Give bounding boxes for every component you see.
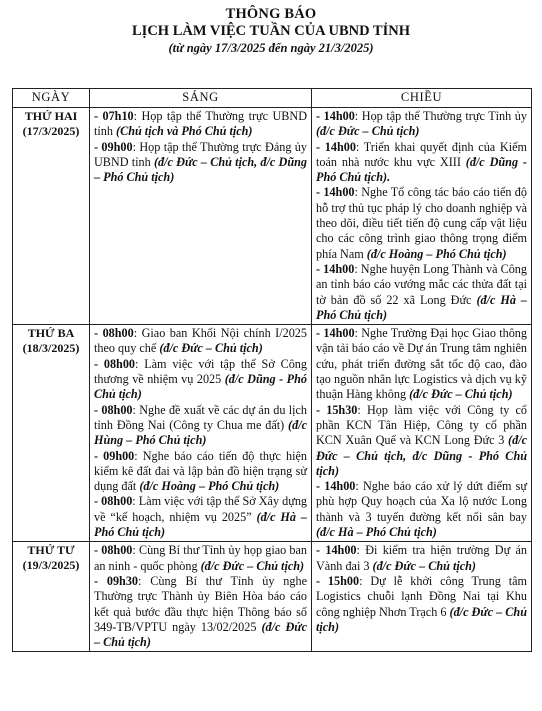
- item-time: - 09h00: [94, 448, 135, 463]
- item-attendees: (đ/c Đức – Chủ tịch): [94, 619, 307, 650]
- item-time: - 08h00: [94, 494, 133, 509]
- item-attendees: (đ/c Dũng - Phó Chủ tịch): [94, 372, 307, 402]
- item-time: - 08h00: [94, 543, 133, 558]
- item-time: - 14h00: [316, 326, 355, 341]
- day-name: THỨ BA: [27, 326, 75, 341]
- item-attendees: (đ/c Đức – Chủ tịch): [316, 124, 420, 139]
- item-attendees: (đ/c Đức – Chủ tịch): [372, 558, 476, 573]
- item-time: - 09h00: [94, 139, 133, 154]
- item-text: : Họp tập thể Thường trực UBND tỉnh: [94, 109, 307, 139]
- schedule-item: [94, 494, 307, 540]
- item-text: : Nghe Trường Đại học Giao thông vận tải báo cáo về Dự án Trung tâm nghiên cứu, phát triển đường sắt tốc độ cao, đào tạo nguồn nhân lực Logistics và dịch vụ kỹ thuận Hàng không: [316, 326, 527, 402]
- schedule-item: [316, 262, 527, 323]
- item-time: - 14h00: [316, 139, 356, 154]
- schedule-item: [94, 357, 307, 403]
- item-attendees: (đ/c Đức – Chủ tịch): [159, 341, 263, 356]
- item-time: - 14h00: [316, 261, 355, 276]
- item-attendees: (đ/c Đức – Chủ tịch, đ/c Dũng - Phó Chủ tịch): [316, 433, 527, 478]
- item-attendees: (đ/c Hà – Phó Chủ tịch): [316, 292, 527, 322]
- day-date: (19/3/2025): [22, 558, 80, 573]
- item-text: : Họp tập thể Thường trực Đảng ủy UBND tỉnh: [94, 139, 307, 169]
- item-attendees: (đ/c Hùng – Phó Chủ tịch): [94, 417, 307, 448]
- item-time: - 08h00: [94, 402, 133, 417]
- day-name: THỨ TƯ: [27, 543, 75, 558]
- morning-cell: [90, 542, 312, 652]
- item-text: : Họp tập thể Thường trực Tỉnh ủy: [354, 109, 527, 123]
- item-text: : Nghe huyện Long Thành và Công an tỉnh báo cáo vướng mắc các thửa đất tại tờ bản đồ số 22 xã Long Đức: [316, 261, 527, 307]
- item-time: - 09h30: [94, 573, 139, 588]
- item-text: : Làm việc với tập thể Sở Công thương về nhiệm vụ 2025: [94, 356, 307, 387]
- day-date: (17/3/2025): [22, 124, 80, 138]
- item-attendees: (đ/c Đức – Chủ tịch): [316, 604, 527, 634]
- item-text: : Triển khai quyết định của Kiểm toán nhà nước khu vực XIII: [316, 139, 527, 169]
- item-text: : Làm việc với tập thể Sở Xây dựng về “kế hoạch, nhiệm vụ 2025”: [94, 494, 308, 524]
- document-header: [0, 0, 542, 56]
- item-time: - 15h00: [316, 573, 360, 588]
- day-name: THỨ HAI: [24, 109, 78, 123]
- table-row: [13, 542, 532, 652]
- item-attendees: (đ/c Đức – Chủ tịch, đ/c Dũng – Phó Chủ tịch): [94, 154, 308, 185]
- item-time: - 08h00: [94, 356, 136, 371]
- item-attendees: (đ/c Hoàng – Phó Chủ tịch): [139, 479, 280, 494]
- item-attendees: (đ/c Dũng - Phó Chủ tịch).: [316, 154, 527, 185]
- afternoon-cell: [312, 542, 532, 652]
- item-attendees: (Chủ tịch và Phó Chủ tịch): [116, 124, 253, 139]
- schedule-item: [316, 574, 527, 635]
- item-time: - 14h00: [316, 479, 356, 494]
- schedule-body: [13, 108, 532, 652]
- schedule-item: [94, 574, 307, 650]
- morning-cell: [90, 325, 312, 542]
- item-text: : Nghe báo cáo xử lý dứt điểm sự phù hợp Quy hoạch của Xa lộ nước Long thành và 3 tuyến đường kết nối sân bay: [316, 479, 527, 524]
- day-cell: [13, 325, 90, 542]
- item-time: - 08h00: [94, 326, 134, 341]
- document-title: THÔNG BÁO: [225, 6, 317, 22]
- afternoon-cell: [312, 108, 532, 325]
- item-attendees: (đ/c Hà – Phó Chủ tịch): [316, 525, 437, 540]
- item-attendees: (đ/c Đức – Chủ tịch): [409, 387, 513, 402]
- item-text: : Cùng Bí thư Tỉnh ủy nghe Thường trực Thành ủy Biên Hòa báo cáo kết quả bước đầu thực hiện Thông báo số 349-TB/VPTU ngày 13/02/2025: [94, 573, 307, 634]
- schedule-item: [94, 403, 307, 449]
- schedule-item: [316, 185, 527, 261]
- schedule-item: [316, 403, 527, 479]
- item-text: : Dự lễ khởi công Trung tâm Logistics chuỗi lạnh Đồng Nai tại Khu công nghiệp Nhơn Trạch 6: [316, 573, 527, 619]
- schedule-table: [12, 88, 532, 652]
- table-header-row: [13, 89, 532, 108]
- day-cell: [13, 542, 90, 652]
- schedule-item: [316, 109, 527, 140]
- item-text: : Cùng Bí thư Tỉnh ủy họp giao ban an ninh - quốc phòng: [94, 543, 307, 573]
- item-time: - 07h10: [94, 109, 134, 123]
- column-header-morning: SÁNG: [90, 89, 312, 108]
- column-header-afternoon: CHIỀU: [312, 89, 532, 108]
- schedule-item: [316, 543, 527, 574]
- day-date: (18/3/2025): [22, 341, 80, 356]
- date-range: (từ ngày 17/3/2025 đến ngày 21/3/2025): [168, 41, 374, 55]
- item-text: : Đi kiểm tra hiện trường Dự án Vành đai 3: [316, 543, 527, 573]
- item-time: - 14h00: [316, 185, 355, 200]
- schedule-item: [94, 326, 307, 357]
- item-text: : Giao ban Khối Nội chính I/2025 theo quy chế: [94, 326, 307, 356]
- table-row: [13, 108, 532, 325]
- morning-cell: [90, 108, 312, 325]
- item-text: : Nghe báo cáo tiến độ thực hiện kiểm kê đất đai và lập bản đồ hiện trạng sử dụng đất: [94, 448, 307, 494]
- item-time: - 15h30: [316, 402, 358, 417]
- schedule-item: [316, 479, 527, 540]
- column-header-day: NGÀY: [13, 89, 90, 108]
- item-attendees: (đ/c Đức – Chủ tịch): [200, 558, 305, 573]
- item-text: : Họp làm việc với Công ty cổ phần KCN Tân Hiệp, Công ty cổ phần KCN Xuân Quế và KCN Long Đức 3: [316, 402, 527, 448]
- item-text: : Nghe đề xuất về các dự án du lịch tỉnh Đồng Nai (Công ty Chua me đất): [94, 402, 307, 432]
- afternoon-cell: [312, 325, 532, 542]
- day-cell: [13, 108, 90, 325]
- schedule-item: [316, 326, 527, 402]
- schedule-item: [94, 449, 307, 495]
- item-time: - 14h00: [316, 109, 355, 123]
- item-time: - 14h00: [316, 543, 357, 558]
- item-attendees: (đ/c Hoàng – Phó Chủ tịch): [366, 246, 507, 261]
- schedule-item: [94, 543, 307, 574]
- document-subtitle: LỊCH LÀM VIỆC TUẦN CỦA UBND TỈNH: [132, 23, 410, 39]
- table-row: [13, 325, 532, 542]
- item-attendees: (đ/c Hà – Phó Chủ tịch): [94, 509, 307, 540]
- schedule-item: [94, 109, 307, 140]
- schedule-item: [316, 140, 527, 186]
- schedule-item: [94, 140, 307, 186]
- item-text: : Nghe Tổ công tác báo cáo tiến độ hỗ trợ thủ tục pháp lý cho doanh nghiệp và theo dõi, điều tiết tiến độ cung cấp vật liệu cho các công trình giao thông trọng điểm phía Nam: [316, 185, 527, 261]
